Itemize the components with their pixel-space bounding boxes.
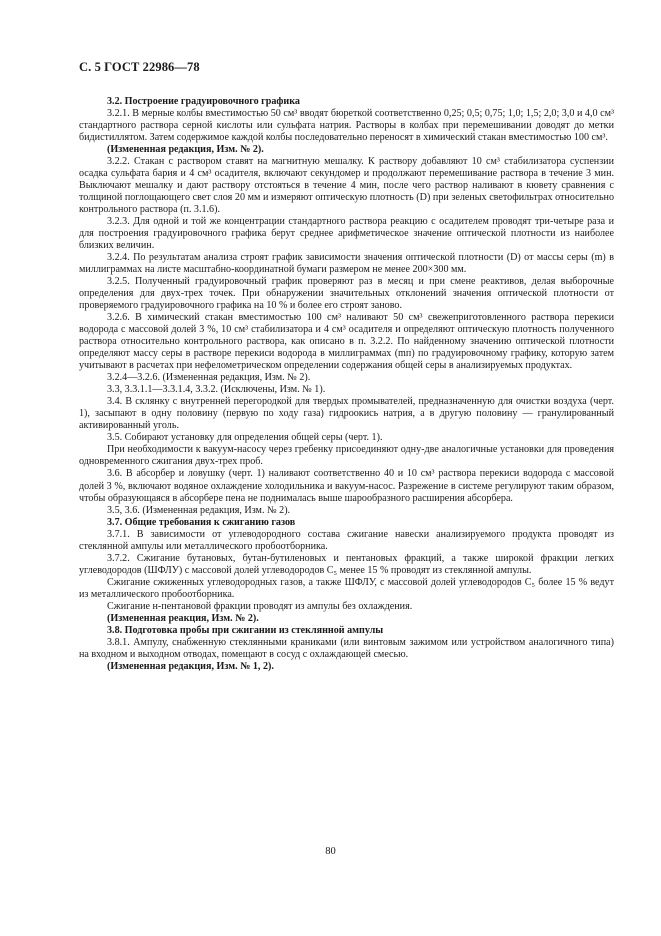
amendment-note: (Измененная реакция, Изм. № 2). — [107, 612, 259, 624]
page-number: 80 — [325, 846, 336, 857]
paragraph: 3.2.2. Стакан с раствором ставят на магнитную мешалку. К раствору добавляют 10 см³ стабилизатора суспензии осадка сульфата бария и 4 см³ осадителя, включают секундомер и продолжают перемешивание раствора в течение 3 мин. Выключают мешалку и дают раствору отстояться в течение 4 мин, после чего раствор наливают в кювету сравнения с толщиной поглощающего свет слоя 20 мм и измеряют оптическую плотность (D) при зеленых светофильтрах относительно контрольного раствора (п. 3.1.6). — [79, 156, 614, 216]
paragraph: 3.4. В склянку с внутренней перегородкой для твердых промывателей, предназначенную для очистки воздуха (черт. 1), засыпают в одну половину (первую по ходу газа) гидроокись натрия, а в другую половину — гранулированный активированный уголь. — [79, 396, 614, 432]
section-heading: 3.8. Подготовка пробы при сжигании из стеклянной ампулы — [107, 624, 384, 636]
paragraph: 3.7.1. В зависимости от углеводородного состава сжигание навески анализируемого продукта проводят из стеклянной ампулы или металлического пробоотборника. — [79, 528, 614, 552]
paragraph: 3.2.5. Полученный градуировочный график проверяют раз в месяц и при смене реактивов, делая выборочные определения для двух-трех точек. При обнаружении значительных отклонений значения оптической плотности от проверяемого градуировочного графика на 10 % и более его строят заново. — [79, 276, 614, 312]
amendment-note: (Измененная редакция, Изм. № 1, 2). — [107, 660, 274, 672]
section-heading: 3.7. Общие требования к сжиганию газов — [107, 516, 296, 528]
amendment-note: (Измененная редакция, Изм. № 2). — [107, 144, 264, 156]
paragraph: 3.6. В абсорбер и ловушку (черт. 1) наливают соответственно 40 и 10 см³ раствора перекиси водорода с массовой долей 3 %, включают водяное охлаждение холодильника и вакуум-насос. Разрежение в системе регулируют таким образом, чтобы образующаяся в абсорбере пена не поднималась выше шарообразного расширения абсорбера. — [79, 468, 614, 504]
paragraph: 3.2.1. В мерные колбы вместимостью 50 см³ вводят бюреткой соответственно 0,25; 0,5; 0,75; 1,0; 1,5; 2,0; 3,0 и 4,0 см³ стандартного раствора серной кислоты или сульфата натрия. Растворы в колбах при перемешивании доводят до метки бидистиллятом. Затем содержимое каждой колбы последовательно переносят в химический стакан вместимостью 100 см³. — [79, 108, 614, 144]
paragraph: 3.2.4. По результатам анализа строят график зависимости значения оптической плотности (D) от массы серы (m) в миллиграммах на листе масштабно-координатной бумаги размером не менее 200×300 мм. — [79, 252, 614, 276]
paragraph: 3.2.3. Для одной и той же концентрации стандартного раствора реакцию с осадителем проводят три-четыре раза и для построения градуировочного графика берут среднее арифметическое значение оптической плотности из наиболее близких величин. — [79, 216, 614, 252]
paragraph: 3.7.2. Сжигание бутановых, бутан-бутиленовых и пентановых фракций, а также широкой фракции легких углеводородов (ШФЛУ) с массовой долей углеводородов C₅ менее 15 % проводят из стеклянной ампулы. — [79, 552, 614, 576]
document-body — [79, 96, 614, 673]
paragraph: 3.5. Собирают установку для определения общей серы (черт. 1). — [107, 432, 383, 444]
amendment-note: 3.2.4—3.2.6. (Измененная редакция, Изм. № 2). — [107, 372, 311, 384]
paragraph: При необходимости к вакуум-насосу через гребенку присоединяют одну-две аналогичные установки для проведения одновременного сжигания двух-трех проб. — [79, 444, 614, 468]
paragraph: 3.2.6. В химический стакан вместимостью 100 см³ наливают 50 см³ свежеприготовленного раствора перекиси водорода с массовой долей 3 %, 10 см³ стабилизатора и 4 см³ осадителя и определяют оптическую плотность полученного раствора относительно контрольного раствора, как описано в п. 3.2.2. По найденному значению оптической плотности определяют массу серы в растворе перекиси водорода в миллиграммах (mп) по градуировочному графику, которую затем учитывают в расчетах при нефелометрическом определении содержания общей серы в анализируемых продуктах. — [79, 312, 614, 372]
page-header: С. 5 ГОСТ 22986—78 — [79, 60, 200, 74]
paragraph: Сжигание н-пентановой фракции проводят из ампулы без охлаждения. — [107, 600, 413, 612]
amendment-note: 3.5, 3.6. (Измененная редакция, Изм. № 2). — [107, 504, 291, 516]
section-heading: 3.2. Построение градуировочного графика — [107, 96, 300, 107]
paragraph: 3.8.1. Ампулу, снабженную стеклянными краниками (или винтовым зажимом или устройством аналогичного типа) на входном и выходном отводах, помещают в сосуд с охлаждающей смесью. — [79, 636, 614, 660]
amendment-note: 3.3, 3.3.1.1—3.3.1.4, 3.3.2. (Исключены, Изм. № 1). — [107, 384, 326, 396]
paragraph: Сжигание сжиженных углеводородных газов, а также ШФЛУ, с массовой долей углеводородов C₅ более 15 % ведут из металлического пробоотборника. — [79, 576, 614, 600]
